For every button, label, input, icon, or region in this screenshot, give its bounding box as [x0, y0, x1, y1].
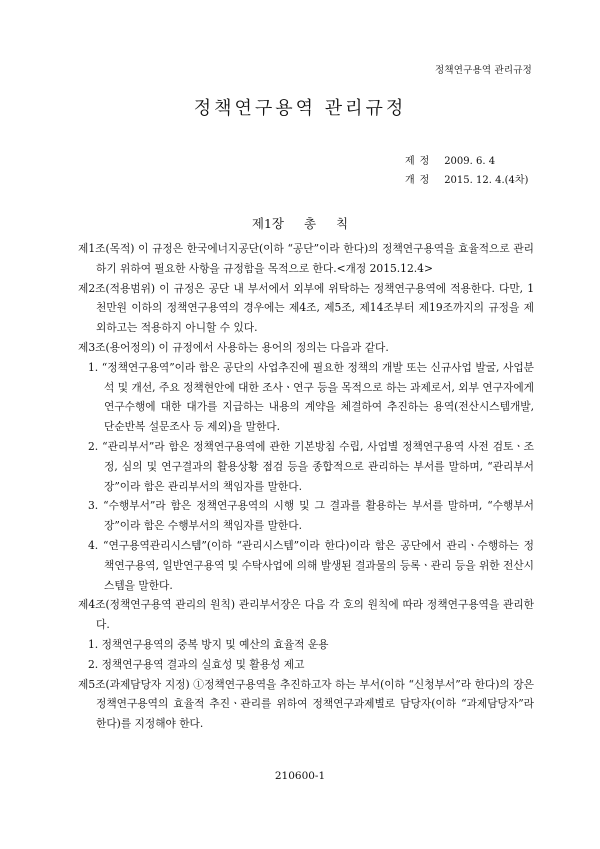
- amendment-row: [405, 171, 528, 190]
- article-3-item-4: 4. “연구용역관리시스템”(이하 “관리시스템”이라 한다)이라 함은 공단에서 관리ㆍ수행하는 정책연구용역, 일반연구용역 및 수탁사업에 의해 발생된 결과물의 등록ㆍ관리 등을 위한 전산시스템을 말한다.: [88, 538, 534, 592]
- article-2: 제2조(적용범위) 이 규정은 공단 내 부서에서 외부에 위탁하는 정책연구용역에 적용한다. 다만, 1천만원 이하의 정책연구용역의 경우에는 제4조, 제5조, 제14조부터 제19조까지의 규정을 제외하고는 적용하지 아니할 수 있다.: [78, 281, 534, 335]
- amendment-date: 2015. 12. 4.(4차): [444, 175, 529, 186]
- article-1: 제1조(목적) 이 규정은 한국에너지공단(이하 “공단”이라 한다)의 정책연구용역을 효율적으로 관리하기 위하여 필요한 사항을 규정함을 목적으로 한다.<개정 2015.12.4>: [78, 242, 534, 275]
- article-5: 제5조(과제담당자 지정) ①정책연구용역을 추진하고자 하는 부서(이하 “신청부서”라 한다)의 장은 정책연구용역의 효율적 추진ㆍ관리를 위하여 정책연구과제별로 담당자(이하 “과제담당자”라 한다)를 지정해야 한다.: [78, 677, 534, 731]
- article-3-item-3: 3. “수행부서”라 함은 정책연구용역의 시행 및 그 결과를 활용하는 부서를 말하며, “수행부서장”이라 함은 수행부서의 책임자를 말한다.: [88, 499, 534, 533]
- page-number: 210600-1: [274, 770, 326, 782]
- enactment-date: 2009. 6. 4: [444, 156, 496, 167]
- enactment-info: [405, 152, 528, 190]
- enactment-label: 제정: [405, 156, 435, 167]
- article-4-item-2: 2. 정책연구용역 결과의 실효성 및 활용성 제고: [88, 657, 305, 671]
- amendment-label: 개정: [405, 175, 435, 186]
- running-header: 정책연구용역 관리규정: [435, 65, 532, 76]
- enactment-row: [405, 152, 528, 171]
- article-3-item-1: 1. “정책연구용역”이라 함은 공단의 사업추진에 필요한 정책의 개발 또는 신규사업 발굴, 사업분석 및 개선, 주요 정책현안에 대한 조사ㆍ연구 등을 목적으로 하는 과제로서, 외부 연구자에게 연구수행에 대한 대가를 지급하는 내용의 계약을 체결하여 추진하는 용역(전산시스템개발, 단순반복 설문조사 등 제외)을 말한다.: [88, 360, 534, 434]
- document-body: [78, 239, 534, 734]
- document-title: 정책연구용역 관리규정: [193, 98, 407, 119]
- article-3: 제3조(용어정의) 이 규정에서 사용하는 용어의 정의는 다음과 같다.: [78, 340, 389, 354]
- article-4-item-1: 1. 정책연구용역의 중복 방지 및 예산의 효율적 운용: [88, 637, 329, 651]
- article-4: 제4조(정책연구용역 관리의 원칙) 관리부서장은 다음 각 호의 원칙에 따라 정책연구용역을 관리한다.: [78, 598, 534, 632]
- chapter-heading: 제1장 총 칙: [251, 216, 349, 231]
- article-3-item-2: 2. “관리부서”라 함은 정책연구용역에 관한 기본방침 수립, 사업별 정책연구용역 사전 검토ㆍ조정, 심의 및 연구결과의 활용상황 점검 등을 종합적으로 관리하는 부서를 말하며, “관리부서장”이라 함은 관리부서의 책임자를 말한다.: [88, 439, 534, 493]
